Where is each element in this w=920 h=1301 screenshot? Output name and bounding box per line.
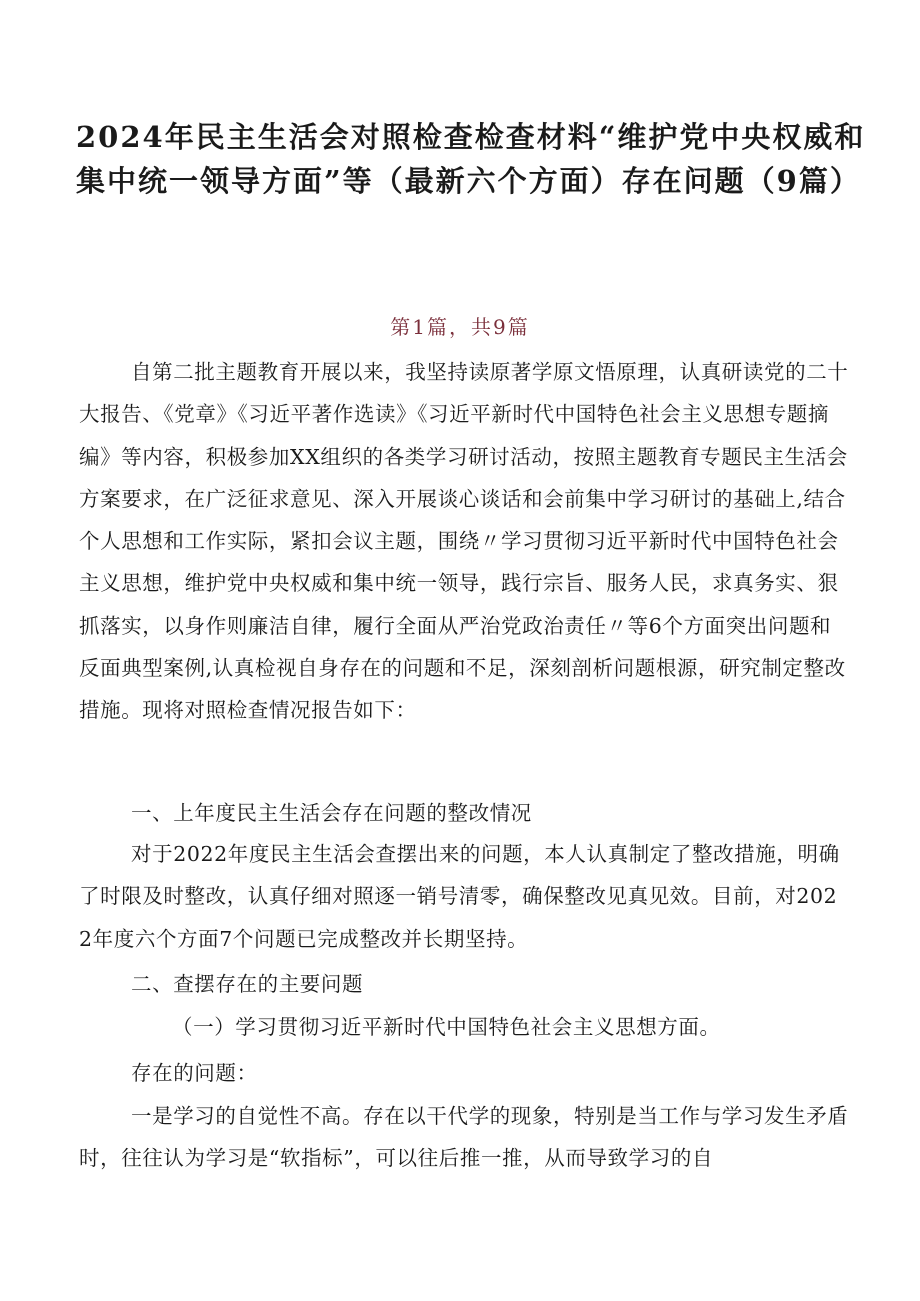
rectification-paragraph: 对于2022年度民主生活会查摆出来的问题，本人认真制定了整改措施，明确了时限及时整改，认真仔细对照逐一销号清零，确保整改见真见效。目前，对2022年度六个方面7个问题已完成整改并长期坚持。	[79, 842, 840, 951]
document-title: 2024年民主生活会对照检查检查材料“维护党中央权威和集中统一领导方面”等（最新六个方面）存在问题（9篇）	[76, 120, 866, 198]
problems-label: 存在的问题：	[131, 1061, 258, 1085]
section-heading-2: 二、查摆存在的主要问题	[131, 972, 364, 996]
intro-paragraph: 自第二批主题教育开展以来，我坚持读原著学原文悟原理，认真研读党的二十大报告、《党章》《习近平著作选读》《习近平新时代中国特色社会主义思想专题摘编》等内容，积极参加XX组织的各类学习研讨活动，按照主题教育专题民主生活会方案要求，在广泛征求意见、深入开展谈心谈话和会前集中学习研讨的基础上,结合个人思想和工作实际，紧扣会议主题，围绕〃学习贯彻习近平新时代中国特色社会主义思想，维护党中央权威和集中统一领导，践行宗旨、服务人民，求真务实、狠抓落实，以身作则廉洁自律，履行全面从严治党政治责任〃等6个方面突出问题和反面典型案例,认真检视自身存在的问题和不足，深刻剖析问题根源，研究制定整改措施。现将对照检查情况报告如下：	[79, 360, 849, 723]
document-subtitle: 第1篇，共9篇	[390, 315, 530, 339]
subsection-heading-1: （一）学习贯彻习近平新时代中国特色社会主义思想方面。	[172, 1015, 721, 1039]
section-heading-1: 一、上年度民主生活会存在问题的整改情况	[131, 801, 532, 825]
problem-paragraph-1: 一是学习的自觉性不高。存在以干代学的现象，特别是当工作与学习发生矛盾时，往往认为学习是“软指标”，可以往后推一推，从而导致学习的自	[79, 1104, 849, 1171]
